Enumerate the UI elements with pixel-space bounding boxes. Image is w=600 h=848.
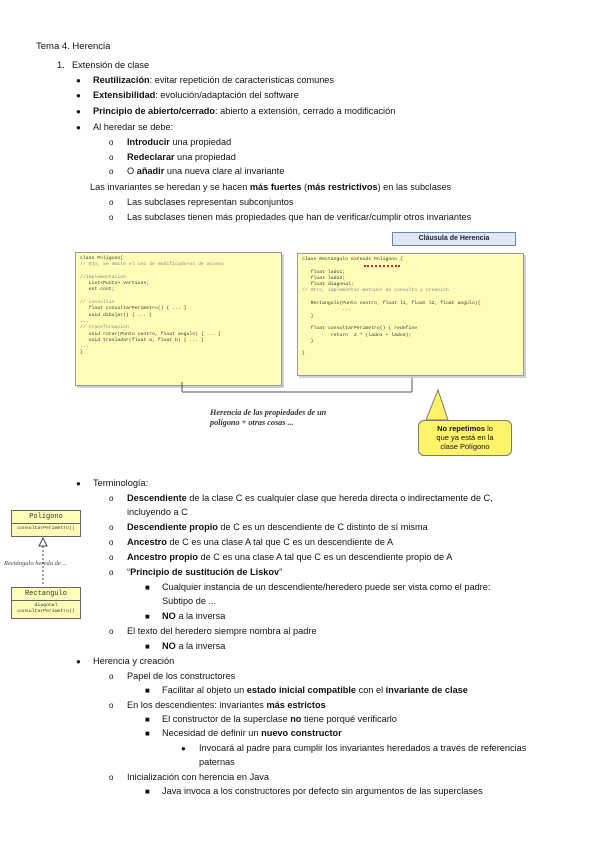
bullet: ●: [76, 479, 81, 488]
square-bullet: ■: [145, 642, 150, 651]
item-constructor: El constructor de la superclase no tiene porqué verificarlo: [162, 714, 397, 724]
item-papel: Papel de los constructores: [127, 671, 236, 681]
item-heredar: Al heredar se debe:: [93, 122, 174, 132]
item-descendiente: Descendiente de la clase C es cualquier clase que hereda directa o indirectamente de C,: [127, 493, 493, 503]
item-desc-propio: Descendiente propio de C es un descendiente de C distinto de sí misma: [127, 522, 428, 532]
circle-bullet: o: [109, 672, 114, 681]
item-principio: Principio de abierto/cerrado: abierto a extensión, cerrado a modificación: [93, 106, 396, 116]
circle-bullet: o: [109, 138, 114, 147]
bullet: ●: [181, 744, 186, 753]
code-line: void trasladar(float a, float b) { ... }: [80, 337, 204, 343]
item-subclases-1: Las subclases representan subconjuntos: [127, 197, 294, 207]
square-bullet: ■: [145, 583, 150, 592]
item-extensibilidad: Extensibilidad: evolución/adaptación del software: [93, 90, 299, 100]
code-line: ...: [80, 344, 89, 350]
square-bullet: ■: [145, 729, 150, 738]
code-line: List<Punto> vertices;: [80, 281, 150, 287]
code-line: float lado1;: [302, 269, 346, 275]
circle-bullet: o: [109, 553, 114, 562]
code-line: float consultarPerimetro() { ... }: [80, 306, 187, 312]
code-line: }: [80, 350, 83, 356]
code-line: float diagonal;: [302, 282, 354, 288]
item-anadir: O añadir una nueva clare al invariante: [127, 166, 285, 176]
code-line: class Rectangulo extends Poligono {: [302, 257, 403, 262]
section-heading: Extensión de clase: [72, 60, 150, 70]
square-bullet: ■: [145, 715, 150, 724]
code-line: Rectangulo(Punto centro, float l1, float l2, float angulo){: [302, 301, 481, 307]
item-necesidad: Necesidad de definir un nuevo constructor: [162, 728, 342, 738]
code-line: }: [302, 351, 305, 357]
item-subtipo: Subtipo de ...: [162, 596, 217, 606]
circle-bullet: o: [109, 568, 114, 577]
code-line: float consultarPerimetro() { redefine: [302, 326, 418, 332]
item-introducir: Introducir una propiedad: [127, 137, 232, 147]
square-bullet: ■: [145, 612, 150, 621]
code-line: void rotar(Punto centro, float angulo) { ... }: [80, 331, 222, 337]
item-invariantes: Las invariantes se heredan y se hacen más fuertes (más restrictivos) en las subclases: [90, 182, 452, 192]
circle-bullet: o: [109, 167, 114, 176]
item-no-inversa-2: NO a la inversa: [162, 641, 226, 651]
item-texto-heredero: El texto del heredero siempre nombra al padre: [127, 626, 317, 636]
circle-bullet: o: [109, 701, 114, 710]
item-liskov: “Principio de sustitución de Liskov”: [127, 567, 283, 577]
code-line: }: [302, 313, 314, 319]
terminologia-heading: Terminología:: [93, 478, 149, 488]
circle-bullet: o: [109, 213, 114, 222]
item-invocara: Invocará al padre para cumplir los invariantes heredados a través de referencias: [199, 743, 527, 753]
uml-class-rectangulo: Rectangulo diagonal consultarPerimetro(): [11, 587, 81, 619]
item-reutilizacion: Reutilización: evitar repetición de características comunes: [93, 75, 335, 85]
item-subclases-2: Las subclases tienen más propiedades que han de verificar/cumplir otros invariantes: [127, 212, 472, 222]
code-rectangulo: [297, 253, 524, 376]
uml-label: Rectángulo hereda de ...: [4, 560, 68, 567]
uml-class-poligono: Poligono consultarPerimetro(): [11, 510, 81, 537]
item-cualquier: Cualquier instancia de un descendiente/heredero puede ser vista como el padre:: [162, 582, 491, 592]
item-paternas: paternas: [199, 757, 235, 767]
item-java: Java invoca a los constructores por defecto sin argumentos de las superclases: [162, 786, 483, 796]
section-number: 1.: [57, 60, 65, 70]
callout-no-repetimos: No repetimos lo que ya está en la clase Polígono: [418, 420, 512, 456]
code-line: ...: [302, 307, 351, 313]
clausula-label: Cláusula de Herencia: [392, 232, 516, 246]
code-line: // transformacion: [80, 325, 129, 331]
item-ancestro: Ancestro de C es una clase A tal que C es un descendiente de A: [127, 537, 394, 547]
code-line: // consultas: [80, 300, 115, 306]
item-en-desc: En los descendientes: invariantes más estrictos: [127, 700, 326, 710]
bullet: ●: [76, 91, 81, 100]
circle-bullet: o: [109, 773, 114, 782]
bullet: ●: [76, 657, 81, 666]
circle-bullet: o: [109, 627, 114, 636]
item-anc-propio: Ancestro propio de C es una clase A tal que C es un descendiente propio de A: [127, 552, 453, 562]
circle-bullet: o: [109, 153, 114, 162]
extends-highlight: [364, 265, 400, 267]
item-facilitar: Facilitar al objeto un estado inicial compatible con el invariante de clase: [162, 685, 468, 695]
code-line: est cont;: [80, 287, 115, 293]
code-poligono: [75, 252, 282, 386]
item-redeclarar: Redeclarar una propiedad: [127, 152, 236, 162]
code-line: // Ojo, se omite el uso de modificadores de acceso: [80, 262, 224, 268]
code-line: class Poligono{: [80, 256, 124, 261]
code-line: ...: [80, 318, 89, 324]
code-line: //implementacion: [80, 274, 127, 280]
circle-bullet: o: [109, 494, 114, 503]
code-line: }: [302, 338, 314, 344]
code-line: void dibujar() { ... }: [80, 312, 152, 318]
code-line: // Otro, implementar metodos de consulta y creacion: [302, 288, 449, 294]
bullet: ●: [76, 107, 81, 116]
square-bullet: ■: [145, 787, 150, 796]
code-line: float lado2;: [302, 275, 346, 281]
square-bullet: ■: [145, 686, 150, 695]
bullet: ●: [76, 123, 81, 132]
item-inicializacion: Inicialización con herencia en Java: [127, 772, 269, 782]
item-descendiente-cont: incluyendo a C: [127, 507, 188, 517]
code-line: return 2 * (lado1 + lado2);: [302, 332, 412, 338]
herencia-heading: Herencia y creación: [93, 656, 175, 666]
circle-bullet: o: [109, 523, 114, 532]
bullet: ●: [76, 76, 81, 85]
circle-bullet: o: [109, 538, 114, 547]
callout-pointer: [418, 388, 458, 424]
item-no-inversa: NO a la inversa: [162, 611, 226, 621]
circle-bullet: o: [109, 198, 114, 207]
figure-caption: Herencia de las propiedades de un polígono + otras cosas ...: [210, 408, 327, 427]
page-title: Tema 4. Herencia: [36, 41, 111, 52]
